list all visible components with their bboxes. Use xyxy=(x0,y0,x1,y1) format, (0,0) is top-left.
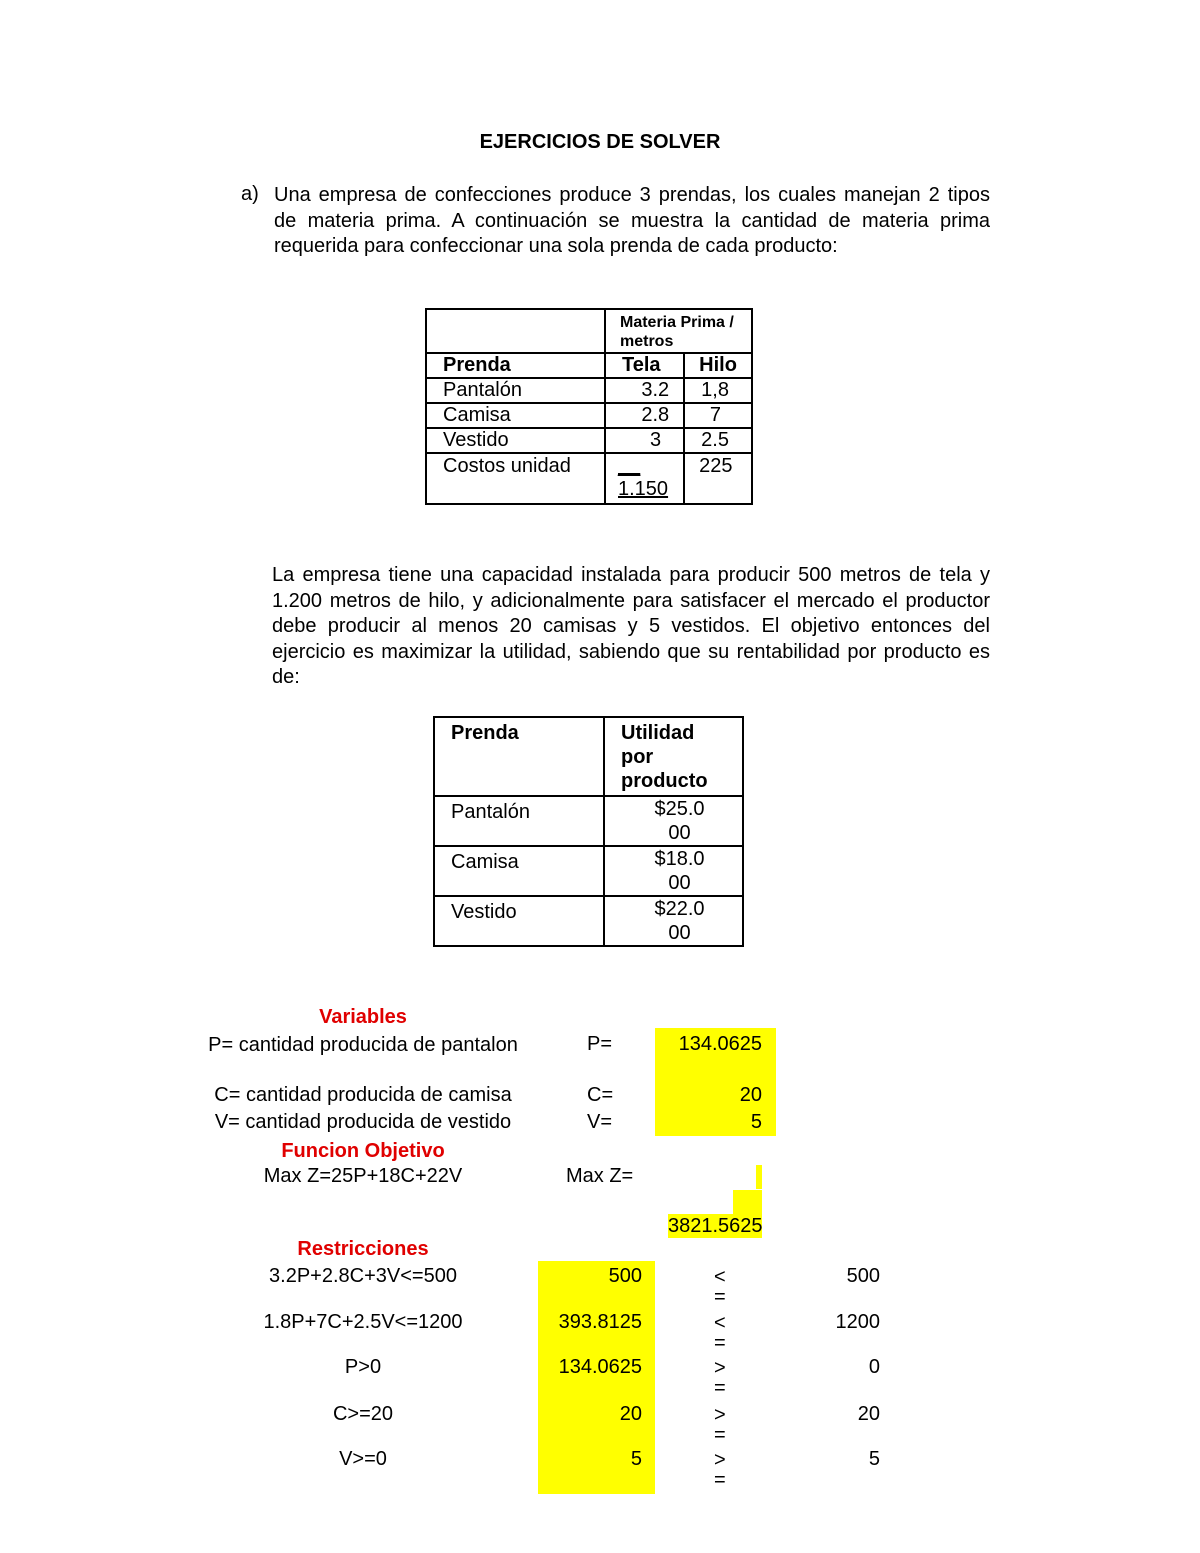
constraint-value: 134.0625 xyxy=(558,1356,642,1378)
variable-value-c: 20 xyxy=(739,1084,762,1106)
row-hilo: 1,8 xyxy=(684,378,752,403)
operator-symbol: > xyxy=(714,1357,726,1379)
constraint-formula: P>0 xyxy=(344,1356,382,1378)
row-item: Pantalón xyxy=(426,378,605,403)
table-row xyxy=(434,796,743,846)
row-item: Pantalón xyxy=(434,796,604,846)
row-hilo: 7 xyxy=(684,403,752,428)
row-tela: 3.2 xyxy=(605,378,684,403)
objective-heading: Funcion Objetivo xyxy=(281,1140,445,1162)
constraint-value: 20 xyxy=(619,1403,642,1425)
table-row xyxy=(426,378,752,403)
cost-tela-cell xyxy=(605,453,684,504)
constraint-operator xyxy=(714,1450,726,1490)
column-header-profit: Utilidad por producto xyxy=(604,717,743,796)
operator-symbol: > xyxy=(714,1449,726,1471)
capacity-paragraph: La empresa tiene una capacidad instalada para producir 500 metros de tela y 1.200 metros de hilo, y adicionalmente para satisfacer el mercado el productor debe producir al menos 20 camisas y 5 vestidos. El objetivo entonces del ejercicio es maximizar la utilidad, sabiendo que su rentabilidad por producto es de: xyxy=(272,564,990,688)
constraint-formula: V>=0 xyxy=(339,1448,387,1470)
materials-group-header: Materia Prima / metros xyxy=(605,309,752,353)
constraints-heading: Restricciones xyxy=(297,1238,429,1260)
table-row xyxy=(426,428,752,453)
column-header-hilo: Hilo xyxy=(684,353,752,378)
row-tela: 3 xyxy=(605,428,684,453)
operator-equals: = xyxy=(714,1469,726,1491)
row-profit: $18.0 00 xyxy=(604,846,743,896)
objective-formula: Max Z=25P+18C+22V xyxy=(263,1165,463,1187)
row-item: Camisa xyxy=(426,403,605,428)
constraint-operator xyxy=(714,1358,726,1398)
operator-equals: = xyxy=(714,1424,726,1446)
constraint-rhs: 20 xyxy=(857,1403,880,1425)
row-profit: $25.0 00 xyxy=(604,796,743,846)
column-header-tela: Tela xyxy=(605,353,684,378)
variable-label: V= xyxy=(587,1111,613,1133)
column-header-item: Prenda xyxy=(426,353,605,378)
operator-symbol: < xyxy=(714,1266,726,1288)
constraint-value: 393.8125 xyxy=(558,1311,642,1333)
variable-description: P= cantidad producida de pantalon xyxy=(208,1034,518,1056)
variable-value-v: 5 xyxy=(750,1111,762,1133)
objective-label: Max Z= xyxy=(566,1165,634,1187)
cost-tela-value: 1.150 xyxy=(618,478,669,500)
constraint-value: 500 xyxy=(608,1265,642,1287)
row-item: Camisa xyxy=(434,846,604,896)
table-row xyxy=(434,896,743,946)
constraint-rhs: 1200 xyxy=(835,1311,880,1333)
constraint-formula: C>=20 xyxy=(332,1403,394,1425)
profit-table xyxy=(433,716,744,947)
objective-highlight-top xyxy=(756,1165,762,1189)
variable-label: C= xyxy=(587,1084,614,1106)
constraint-operator xyxy=(714,1267,726,1307)
variable-description: C= cantidad producida de camisa xyxy=(214,1084,512,1106)
constraint-formula: 3.2P+2.8C+3V<=500 xyxy=(269,1265,457,1287)
operator-equals: = xyxy=(714,1286,726,1308)
row-profit: $22.0 00 xyxy=(604,896,743,946)
operator-symbol: > xyxy=(714,1404,726,1426)
table-row xyxy=(426,453,752,504)
document-title: EJERCICIOS DE SOLVER xyxy=(479,131,721,153)
cost-tela-blank: __ xyxy=(618,455,641,477)
constraint-rhs: 500 xyxy=(846,1265,880,1287)
constraint-value: 5 xyxy=(630,1448,642,1470)
operator-symbol: < xyxy=(714,1312,726,1334)
variable-value-p: 134.0625 xyxy=(678,1033,762,1055)
variable-label: P= xyxy=(587,1033,613,1055)
table-row xyxy=(426,403,752,428)
variable-description: V= cantidad producida de vestido xyxy=(214,1111,512,1133)
table-row xyxy=(434,846,743,896)
constraint-operator xyxy=(714,1313,726,1353)
variables-heading: Variables xyxy=(319,1006,407,1028)
objective-highlight-mid xyxy=(733,1190,762,1214)
constraint-operator xyxy=(714,1405,726,1445)
row-hilo: 2.5 xyxy=(684,428,752,453)
row-item: Vestido xyxy=(426,428,605,453)
column-header-item: Prenda xyxy=(434,717,604,796)
constraint-formula: 1.8P+7C+2.5V<=1200 xyxy=(263,1311,463,1333)
list-marker: a) xyxy=(241,183,259,205)
row-item: Costos unidad xyxy=(426,453,605,504)
objective-value: 3821.5625 xyxy=(668,1215,763,1237)
intro-paragraph: Una empresa de confecciones produce 3 prendas, los cuales manejan 2 tipos de materia prima. A continuación se muestra la cantidad de materia prima requerida para confeccionar una sola prenda de cada producto: xyxy=(274,184,990,257)
constraint-rhs: 0 xyxy=(868,1356,880,1378)
operator-equals: = xyxy=(714,1332,726,1354)
materials-table xyxy=(425,308,753,505)
row-tela: 2.8 xyxy=(605,403,684,428)
cost-hilo-value: 225 xyxy=(684,453,752,504)
constraint-rhs: 5 xyxy=(868,1448,880,1470)
operator-equals: = xyxy=(714,1377,726,1399)
row-item: Vestido xyxy=(434,896,604,946)
table-cell-empty xyxy=(426,309,605,353)
